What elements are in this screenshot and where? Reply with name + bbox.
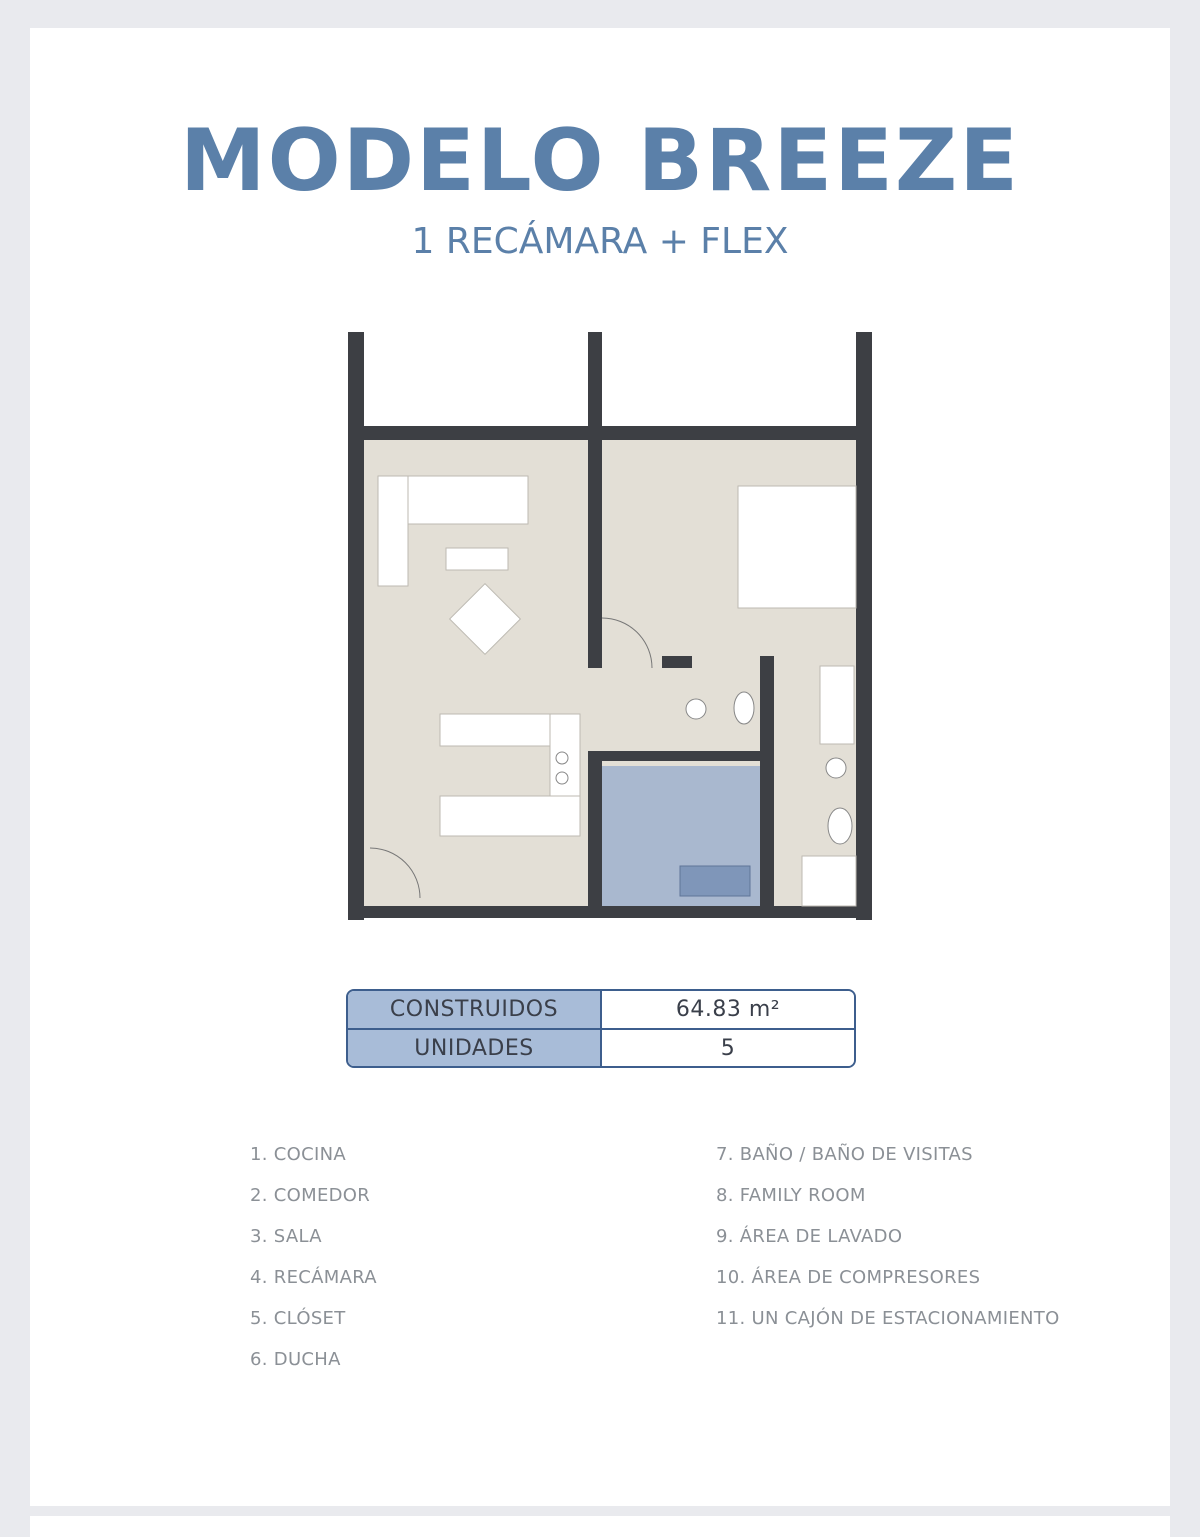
bed — [738, 486, 856, 608]
legend-item: 2. COMEDOR — [250, 1185, 371, 1206]
spec-value-units: 5 — [602, 1030, 854, 1066]
toilet — [734, 692, 754, 724]
wall-left — [348, 332, 364, 920]
flex-sofa — [680, 866, 750, 896]
wall-bottom — [362, 906, 872, 918]
legend-right — [716, 1144, 1060, 1349]
legend-item: 11. UN CAJÓN DE ESTACIONAMIENTO — [716, 1308, 1060, 1329]
legend-item: 5. CLÓSET — [250, 1308, 346, 1329]
legend-item: 9. ÁREA DE LAVADO — [716, 1226, 903, 1247]
sofa-chaise — [378, 476, 408, 586]
document-sheet — [30, 28, 1170, 1506]
wall-top — [348, 426, 872, 440]
legend-item: 7. BAÑO / BAÑO DE VISITAS — [716, 1144, 973, 1165]
specs-table — [346, 989, 856, 1068]
wall-right — [856, 332, 872, 920]
floor-plan — [340, 326, 900, 946]
spec-label-built: CONSTRUIDOS — [348, 991, 602, 1028]
legend-item: 4. RECÁMARA — [250, 1267, 377, 1288]
legend-item: 8. FAMILY ROOM — [716, 1185, 866, 1206]
legend-item: 1. COCINA — [250, 1144, 346, 1165]
coffee-table — [446, 548, 508, 570]
specs-row-units — [348, 1028, 854, 1066]
next-page-edge — [30, 1516, 1170, 1537]
wall-stub — [662, 656, 692, 668]
wall-divider — [588, 438, 602, 668]
legend-item: 6. DUCHA — [250, 1349, 341, 1370]
toilet — [828, 808, 852, 844]
kitchen-sink-counter — [440, 796, 580, 836]
bath-sink — [826, 758, 846, 778]
shower — [802, 856, 856, 906]
bath-sink — [686, 699, 706, 719]
legend-item: 3. SALA — [250, 1226, 322, 1247]
wall-bath — [760, 656, 774, 906]
page-title: MODELO BREEZE — [180, 111, 1020, 211]
legend-left — [250, 1144, 377, 1390]
page-subtitle: 1 RECÁMARA + FLEX — [411, 221, 789, 262]
legend-item: 10. ÁREA DE COMPRESORES — [716, 1267, 981, 1288]
specs-row-built — [348, 991, 854, 1028]
wall-kitchen — [588, 751, 602, 911]
closet-unit — [820, 666, 854, 744]
wall-flex-top — [602, 751, 762, 761]
spec-value-built: 64.83 m² — [602, 991, 854, 1028]
spec-label-units: UNIDADES — [348, 1030, 602, 1066]
